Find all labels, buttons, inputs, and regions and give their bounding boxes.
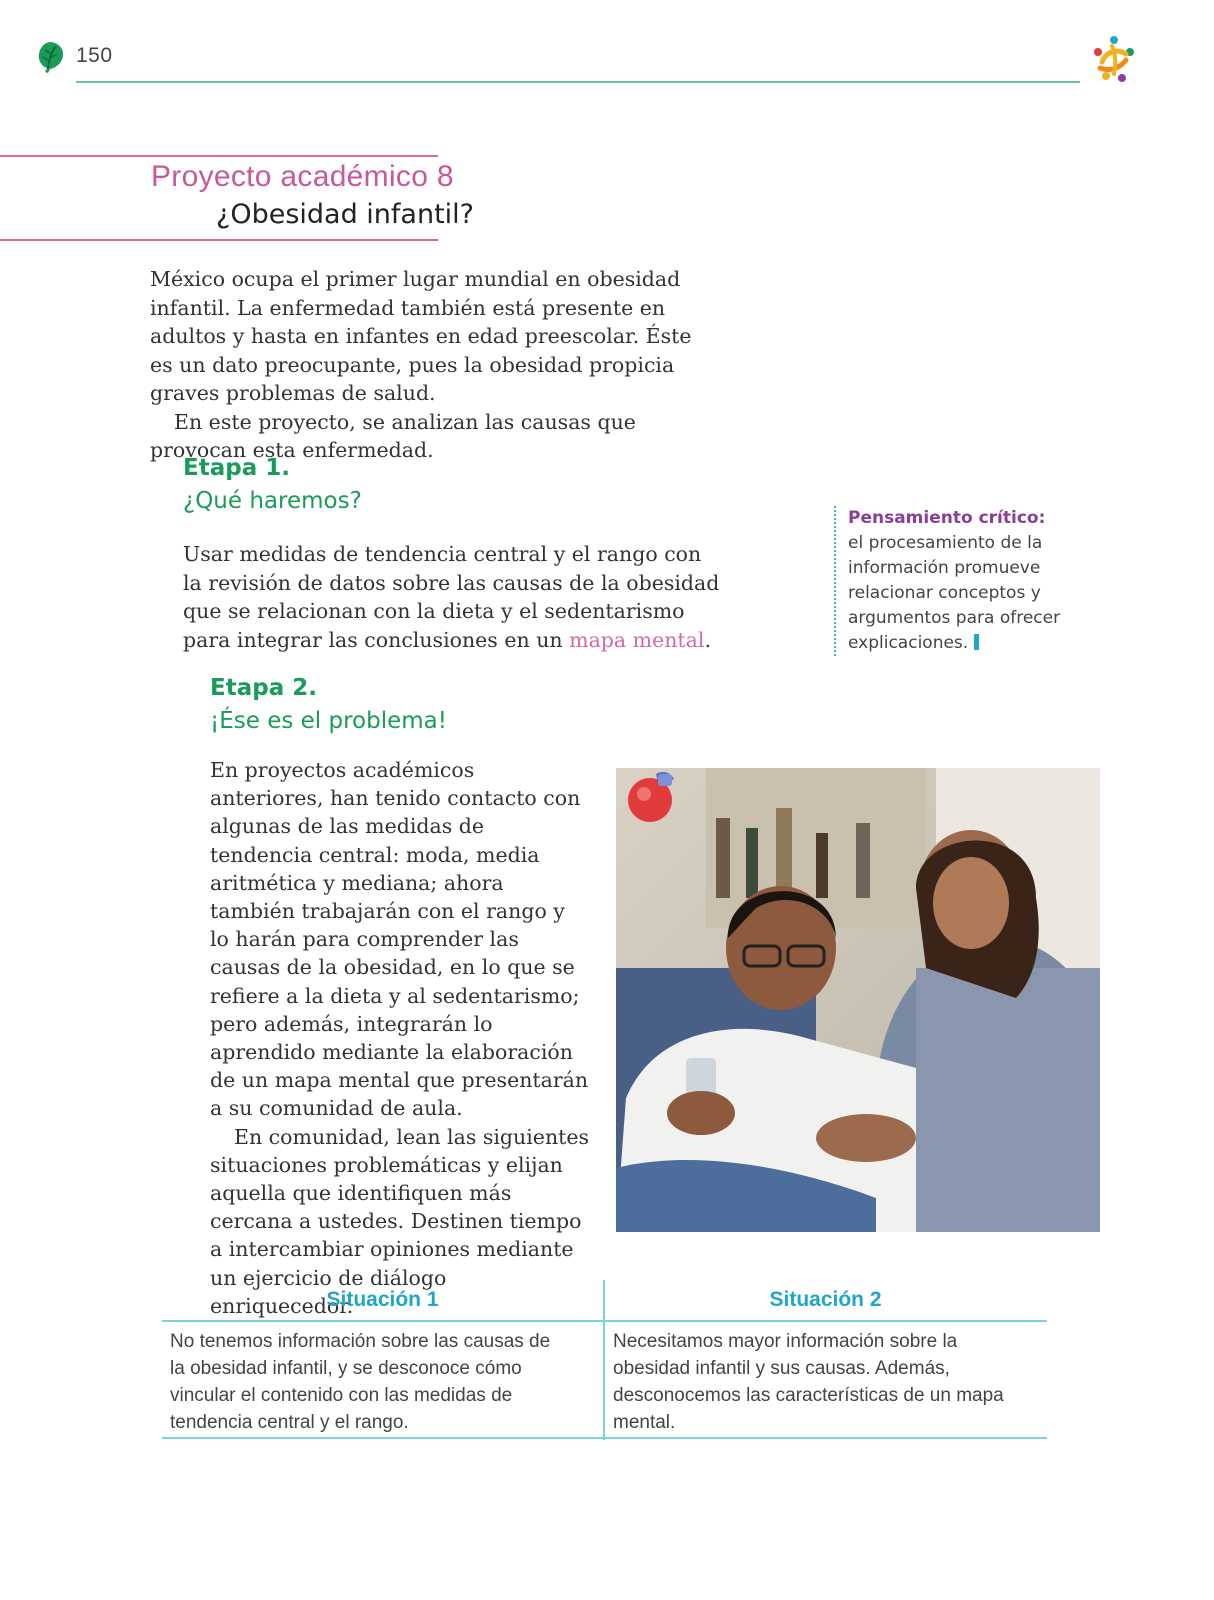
page-number: 150 [76,44,113,67]
etapa-2-text [210,756,590,1320]
project-bottom-rule [0,239,438,241]
note-title: Pensamiento crítico: [848,508,1046,528]
note-text: el procesamiento de la información promueve relacionar conceptos y argumentos para ofrecer explicaciones. [848,533,1061,653]
table-column-divider [603,1280,605,1440]
project-title: Proyecto académico 8 [151,160,454,193]
etapa-1-title: Etapa 1. [183,455,290,481]
etapa-1-text [183,540,723,654]
family-photo [616,768,1100,1232]
situation-2-header: Situación 2 [769,1288,882,1311]
etapa-2-subtitle: ¡Ése es el problema! [210,708,447,734]
heart-sticker-icon [624,768,680,826]
project-top-rule [0,155,438,157]
project-subtitle: ¿Obesidad infantil? [216,199,475,230]
intro-paragraph-2: En este proyecto, se analizan las causas que provocan esta enfermedad. [150,409,636,462]
intro-paragraph-1: México ocupa el primer lugar mundial en obesidad infantil. La enfermedad también está presente en adultos y hasta en infantes en edad preescolar. Éste es un dato preocupante, pues la obesidad propicia graves problemas de salud. [150,267,692,405]
note-end-mark [974,634,979,650]
note-text-wrap [848,531,1078,656]
community-logo-icon [1086,32,1142,88]
table-bottom-rule [162,1437,1047,1439]
etapa-2-paragraph-2: En comunidad, lean las siguientes situaciones problemáticas y elijan aquella que identifiquen más cercana a ustedes. Destinen tiempo a intercambiar opiniones mediante un ejercicio de diálogo enriquecedor. [210,1124,590,1318]
situation-1-text: No tenemos información sobre las causas de la obesidad infantil, y se desconoce cómo vincular el contenido con las medidas de tendencia central y el rango. [170,1331,551,1433]
header-rule [76,81,1080,83]
mapa-mental-link[interactable]: mapa mental [569,627,705,652]
situation-2-text: Necesitamos mayor información sobre la obesidad infantil y sus causas. Además, desconocemos las características de un mapa mental. [613,1331,1004,1433]
etapa-1-text-end: . [704,627,711,652]
leaf-icon [36,40,66,74]
etapa-1-text-main: Usar medidas de tendencia central y el rango con la revisión de datos sobre las causas de la obesidad que se relacionan con la dieta y el sedentarismo para integrar las conclusiones en un [183,542,720,652]
critical-thinking-note [834,506,1078,656]
situation-1-header: Situación 1 [326,1288,439,1311]
etapa-2-title: Etapa 2. [210,675,317,701]
etapa-2-paragraph-1: En proyectos académicos anteriores, han tenido contacto con algunas de las medidas de tendencia central: moda, media aritmética y mediana; ahora también trabajarán con el rango y lo harán para comprender las causas de la obesidad, en lo que se refiere a la dieta y al sedentarismo; pero además, integrarán lo aprendido mediante la elaboración de un mapa mental que presentarán a su comunidad de aula. [210,758,589,1121]
intro-text [150,265,720,465]
etapa-1-subtitle: ¿Qué haremos? [183,488,362,514]
